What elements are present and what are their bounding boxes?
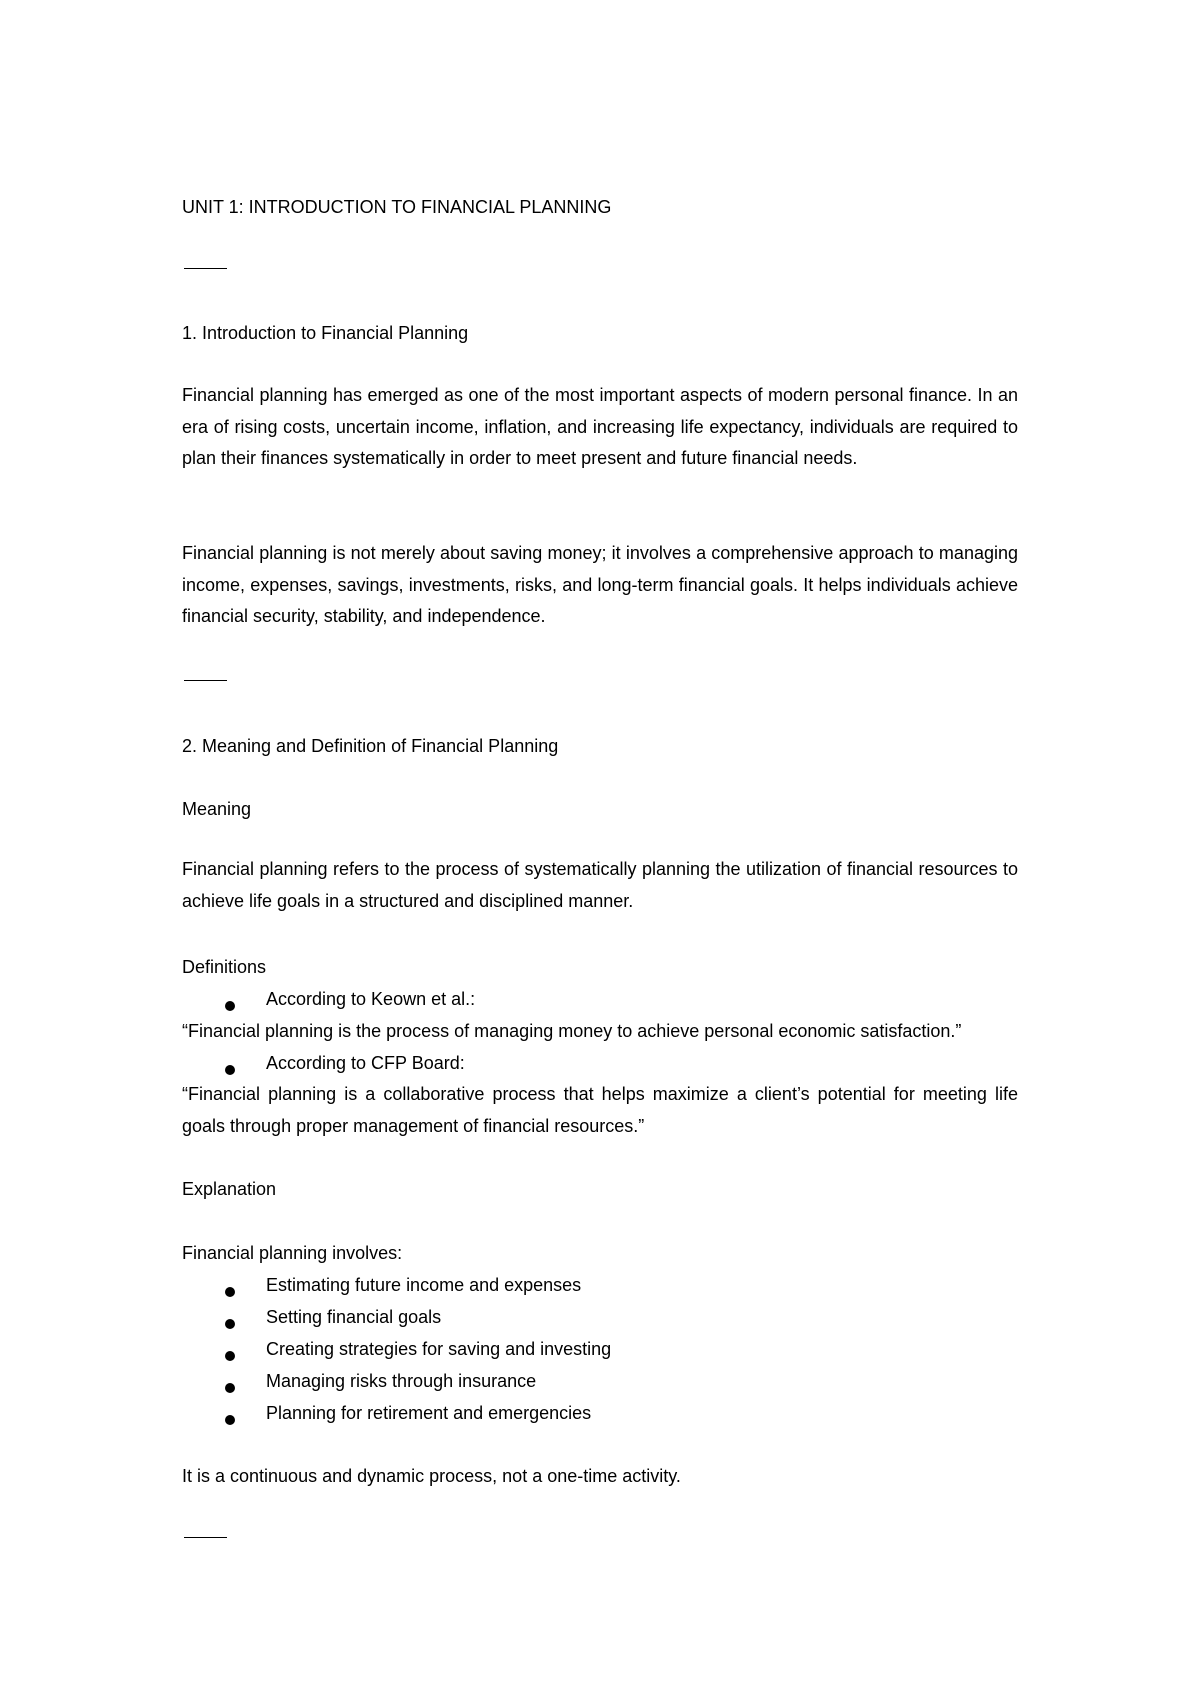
- bullet-icon: [225, 1351, 235, 1361]
- bullet-icon: [225, 1065, 235, 1075]
- definition-source-1: According to Keown et al.:: [266, 989, 476, 1009]
- separator-rule: [184, 1537, 227, 1538]
- section1-paragraph-2: Financial planning is not merely about saving money; it involves a comprehensive approach to managing income, expenses, savings, investments, risks, and long-term financial goals. It helps individuals achieve financial security, stability, and independence.: [182, 543, 1018, 626]
- section1-heading: 1. Introduction to Financial Planning: [182, 323, 469, 343]
- explanation-label: Explanation: [182, 1179, 277, 1199]
- separator-rule: [184, 268, 227, 269]
- unit-title: UNIT 1: INTRODUCTION TO FINANCIAL PLANNING: [182, 197, 612, 217]
- closing-statement: It is a continuous and dynamic process, not a one-time activity.: [182, 1466, 681, 1486]
- definition-quote-1: “Financial planning is the process of managing money to achieve personal economic satisfaction.”: [182, 1021, 962, 1041]
- involves-item-5: Planning for retirement and emergencies: [266, 1403, 592, 1423]
- involves-item-3: Creating strategies for saving and investing: [266, 1339, 612, 1359]
- definition-quote-2: “Financial planning is a collaborative process that helps maximize a client’s potential for meeting life goals through proper management of financial resources.”: [182, 1084, 1018, 1136]
- bullet-icon: [225, 1383, 235, 1393]
- meaning-label: Meaning: [182, 799, 252, 819]
- involves-item-4: Managing risks through insurance: [266, 1371, 537, 1391]
- bullet-icon: [225, 1001, 235, 1011]
- involves-item-1: Estimating future income and expenses: [266, 1275, 582, 1295]
- definition-source-2: According to CFP Board:: [266, 1053, 465, 1073]
- meaning-text: Financial planning refers to the process of systematically planning the utilization of financial resources to achieve life goals in a structured and disciplined manner.: [182, 859, 1018, 911]
- bullet-icon: [225, 1415, 235, 1425]
- bullet-icon: [225, 1319, 235, 1329]
- section1-paragraph-1: Financial planning has emerged as one of the most important aspects of modern personal finance. In an era of rising costs, uncertain income, inflation, and increasing life expectancy, individuals are required to plan their finances systematically in order to meet present and future financial needs.: [182, 385, 1018, 468]
- definitions-label: Definitions: [182, 957, 267, 977]
- bullet-icon: [225, 1287, 235, 1297]
- involves-intro: Financial planning involves:: [182, 1243, 403, 1263]
- section2-heading: 2. Meaning and Definition of Financial Planning: [182, 736, 559, 756]
- involves-item-2: Setting financial goals: [266, 1307, 442, 1327]
- separator-rule: [184, 680, 227, 681]
